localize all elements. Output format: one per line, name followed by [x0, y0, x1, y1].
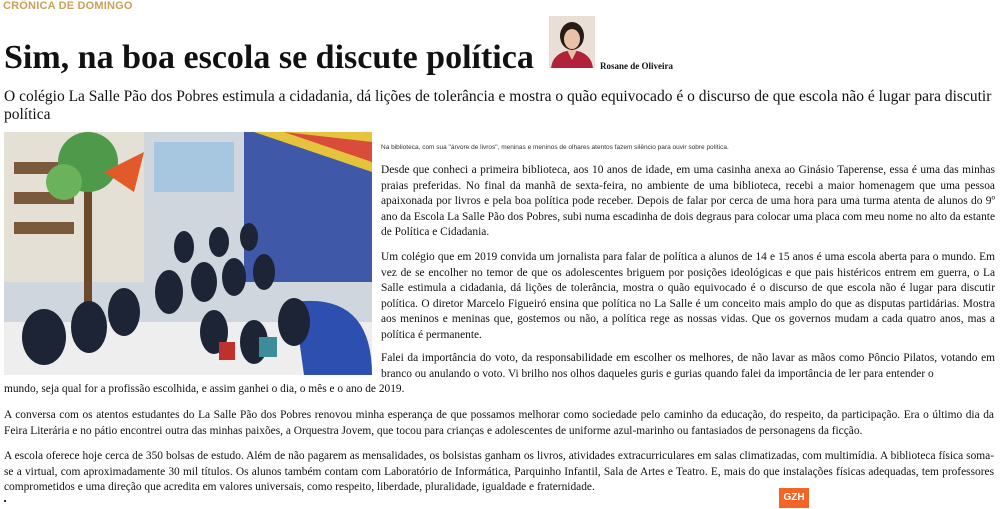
subtitle: O colégio La Salle Pão dos Pobres estimula a cidadania, dá lições de tolerância e mostra o quão equivocado é o discurso de que escola não é lugar para discutir política [4, 88, 992, 123]
article-paragraph-continued: mundo, seja qual for a profissão escolhida, e assim ganhei o dia, o mês e o ano de 2019. [4, 383, 405, 395]
author-portrait-icon [549, 16, 595, 68]
article-paragraph: A conversa com os atentos estudantes do La Salle Pão dos Pobres renovou minha esperança de que possamos melhorar como sociedade pelo caminho da educação, do respeito, da participação. Era o último dia da Feira Literária e no pátio encontrei outra das minhas paixões, a Orquestra Jovem, que tocou para crianças e adolescentes de uniforme azul-marinho ou fantasiados de personagens da ficção. [4, 409, 994, 437]
library-scene-icon [4, 132, 372, 375]
library-photo [4, 132, 372, 375]
page-dot [4, 500, 6, 502]
headline: Sim, na boa escola se discute política [4, 39, 534, 76]
section-label: CRÔNICA DE DOMINGO [3, 0, 133, 12]
article-paragraph: Falei da importância do voto, da responsabilidade em escolher os melhores, de não lavar as mãos como Pôncio Pilatos, votando em branco ou anulando o voto. Vi brilho nos olhos daqueles guris e gurias quando falei da importância de ler para entender o [381, 352, 995, 380]
gzh-logo: GZH [779, 488, 809, 508]
article-paragraph: A escola oferece hoje cerca de 350 bolsas de estudo. Além de não pagarem as mensalidades, os bolsistas ganham os livros, atividades extracurriculares em salas climatizadas, com multimídia. A biblioteca física soma-se a virtual, com aproximadamente 30 mil títulos. Os alunos também contam com Laboratório de Informática, Parquinho Infantil, Sala de Artes e Teatro. E, mais do que instalações físicas adequadas, tem professores comprometidos e uma direção que acredita em valores universais, como respeito, liberdade, pluralidade, igualdade e fraternidade. [4, 450, 994, 494]
article-paragraph: Desde que conheci a primeira biblioteca, aos 10 anos de idade, em uma casinha anexa ao Ginásio Taperense, essa é uma das minhas praias preferidas. No final da manhã de sexta-feira, no ambiente de uma biblioteca, recebi a maior homenagem que uma pessoa apaixonada por livros e pela boa política pode receber. Depois de falar por cerca de uma hora para uma turma atenta de alunos do 9º ano da Escola La Salle Pão dos Pobres, subi numa escadinha de dois degraus para colocar uma placa com meu nome no alto da estante de Política e Cidadania. [381, 164, 995, 239]
photo-caption: Na biblioteca, com sua "árvore de livros", meninas e meninos de olhares atentos fazem silêncio para ouvir sobre política. [381, 144, 729, 151]
article-paragraph: Um colégio que em 2019 convida um jornalista para falar de política a alunos de 14 e 15 anos é uma escola aberta para o mundo. Em vez de se encolher no temor de que os adolescentes briguem por posições ideológicas e que pais histéricos entrem em guerra, o La Salle estimula a cidadania, dá lições de tolerância, mostra o quão equivocado é o discurso de que escola não é lugar para discutir política. O diretor Marcelo Figueiró ensina que política no La Salle é um conceito mais amplo do que as disputas partidárias. Mostra aos meninos e meninas que, gostemos ou não, a política rege as nossas vidas. Que os governos mudam a cada quatro anos, mas a política é permanente. [381, 251, 995, 341]
author-name: Rosane de Oliveira [600, 61, 673, 71]
author-photo [549, 16, 595, 68]
